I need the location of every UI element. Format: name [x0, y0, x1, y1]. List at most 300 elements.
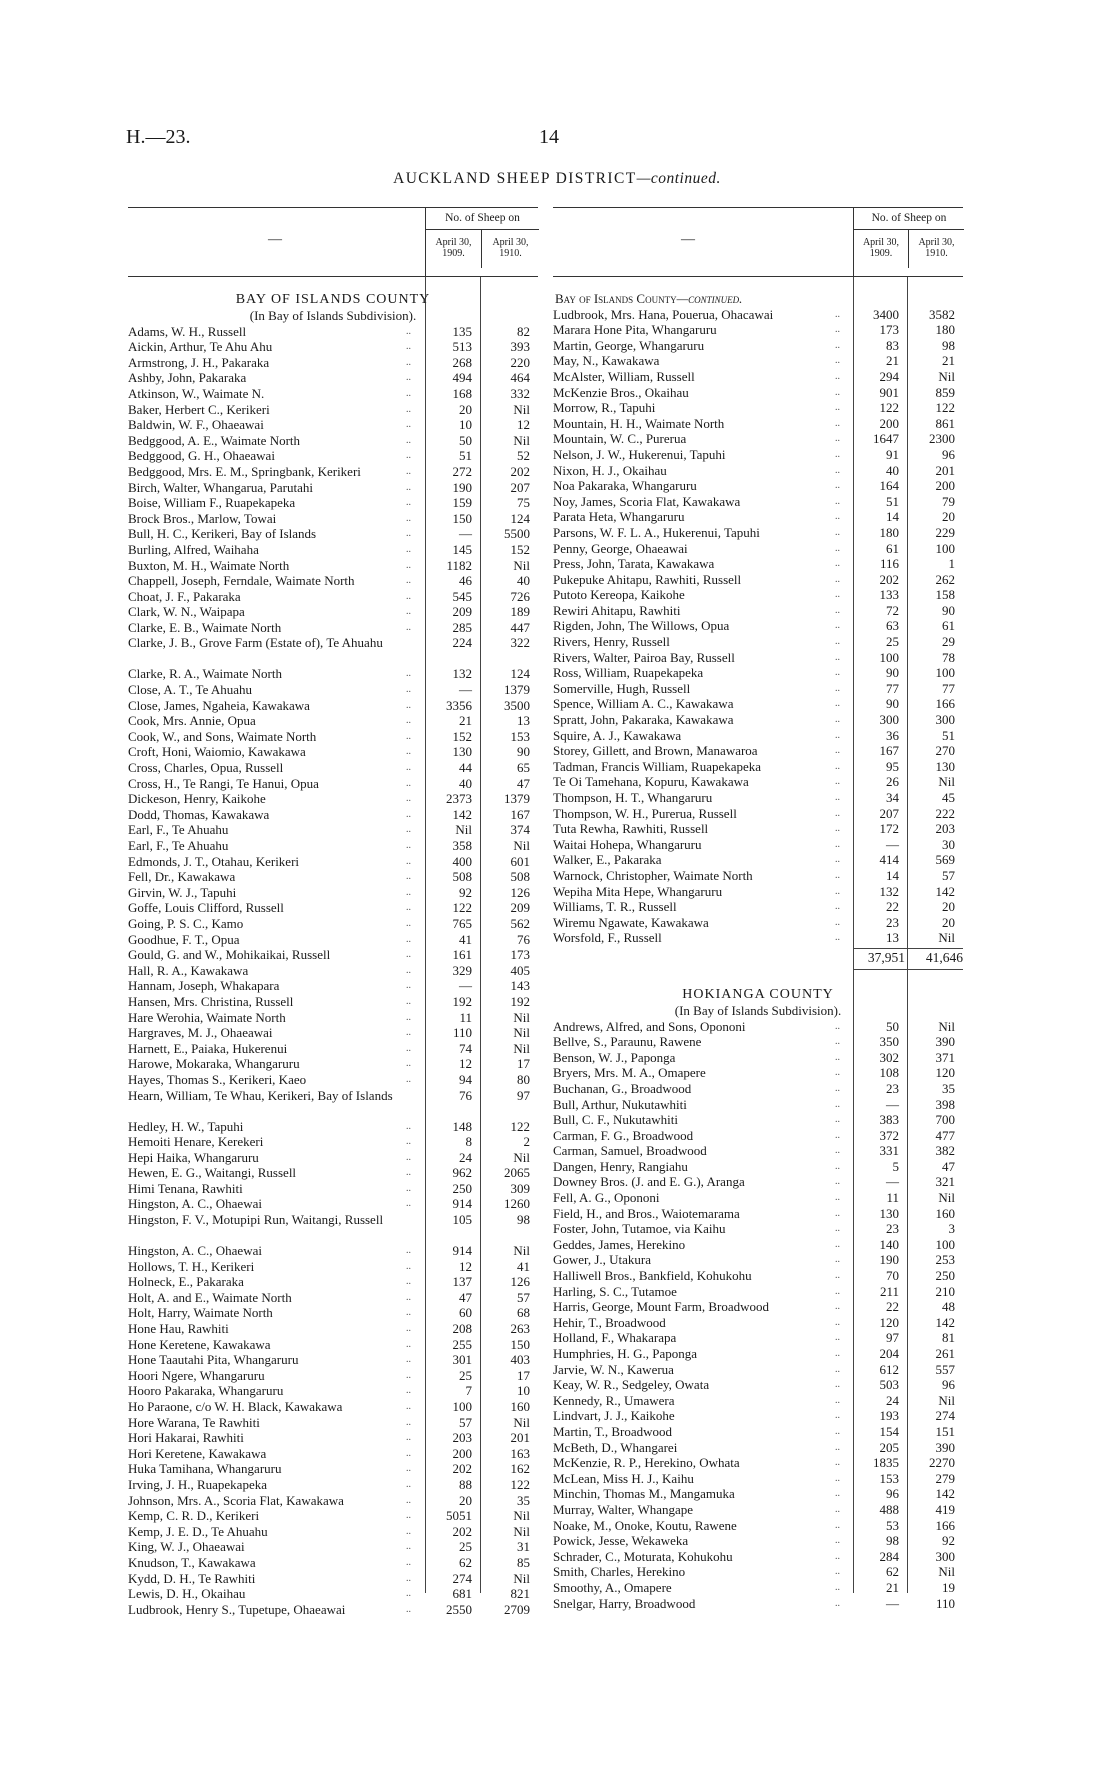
owner-name: Hori Keretene, Kawakawa	[128, 1445, 267, 1461]
sheep-1909: 44	[459, 760, 472, 776]
owner-name: Halliwell Bros., Bankfield, Kohukohu	[553, 1268, 752, 1284]
owner-name: Dickeson, Henry, Kaikohe	[128, 791, 266, 807]
owner-name: Williams, T. R., Russell	[553, 899, 677, 915]
table-row	[128, 511, 538, 527]
sheep-1909: 1647	[873, 431, 899, 447]
sheep-1909: 25	[459, 1539, 472, 1555]
owner-name: Hannam, Joseph, Whakapara	[128, 978, 280, 994]
sheep-1910: 158	[935, 587, 955, 603]
owner-name: Bull, Arthur, Nukutawhiti	[553, 1096, 687, 1112]
sheep-1910: Nil	[513, 432, 530, 448]
table-row	[128, 822, 538, 838]
sheep-1910: Nil	[513, 401, 530, 417]
owner-name: Hepi Haika, Whangaruru	[128, 1149, 259, 1165]
table-row	[128, 1602, 538, 1618]
leader-dots: ..	[406, 1058, 411, 1070]
leader-dots: ..	[406, 762, 411, 774]
sheep-1909: 914	[452, 1243, 472, 1259]
owner-name: Hemoiti Henare, Kerekeri	[128, 1134, 264, 1150]
owner-name: Cross, Charles, Opua, Russell	[128, 760, 284, 776]
sheep-1909: 20	[459, 1492, 472, 1508]
table-row	[553, 852, 963, 868]
sheep-1909: 96	[886, 1486, 899, 1502]
sheep-1910: 1260	[504, 1196, 530, 1212]
owner-name: Hore Warana, Te Rawhiti	[128, 1414, 260, 1430]
sheep-1909: 400	[452, 853, 472, 869]
leader-dots: ..	[406, 1401, 411, 1412]
sheep-1910: 100	[935, 1236, 955, 1252]
owner-name: Cook, W., and Sons, Waimate North	[128, 728, 317, 744]
sheep-1910: 52	[517, 448, 530, 464]
sheep-1909: 77	[886, 680, 899, 696]
sheep-1909: 193	[879, 1408, 899, 1424]
leader-dots: ..	[406, 824, 411, 836]
owner-name: Ashby, John, Pakaraka	[128, 370, 247, 386]
table-row	[128, 495, 538, 511]
owner-name: Holt, Harry, Waimate North	[128, 1305, 273, 1321]
leader-dots: ..	[406, 590, 411, 602]
table-row	[128, 900, 538, 916]
sheep-1910: 821	[510, 1586, 530, 1602]
table-row	[553, 868, 963, 884]
leader-dots: ..	[835, 838, 840, 850]
sheep-1910: Nil	[513, 838, 530, 853]
owner-name: Somerville, Hugh, Russell	[553, 680, 691, 696]
leader-dots: ..	[406, 933, 411, 945]
leader-dots: ..	[406, 1136, 411, 1148]
table-row	[128, 1243, 538, 1259]
leader-dots: ..	[406, 356, 411, 368]
table-row	[128, 1399, 538, 1415]
column-1909: April 30, 1909.	[862, 237, 900, 259]
sheep-1909: 142	[452, 806, 472, 822]
right-rows	[553, 277, 963, 1611]
leader-dots: ..	[406, 1525, 411, 1537]
owner-name: Hoori Ngere, Whangaruru	[128, 1367, 265, 1383]
table-row	[553, 728, 963, 744]
leader-dots: ..	[835, 526, 840, 538]
table-row	[553, 665, 963, 681]
owner-name: Clarke, E. B., Waimate North	[128, 619, 282, 635]
sheep-1909: 255	[452, 1336, 472, 1352]
owner-name: Minchin, Thomas M., Mangamuka	[553, 1486, 735, 1502]
table-row	[128, 916, 538, 932]
leader-dots: ..	[406, 1463, 411, 1475]
sheep-1909: 63	[886, 618, 899, 634]
leader-dots: ..	[406, 1369, 411, 1381]
sheep-1910: 98	[517, 1212, 530, 1228]
owner-name: Parata Heta, Whangaruru	[553, 509, 685, 525]
owner-name: Hingston, A. C., Ohaewai	[128, 1196, 262, 1212]
owner-name: Carman, F. G., Broadwood	[553, 1127, 694, 1143]
sheep-1910: 726	[510, 588, 530, 604]
table-row	[128, 1555, 538, 1571]
sheep-1909: —	[886, 1595, 899, 1611]
owner-name: Buxton, M. H., Waimate North	[128, 557, 290, 573]
leader-dots: ..	[406, 621, 411, 633]
table-row	[128, 620, 538, 636]
table-row	[128, 386, 538, 402]
table-row	[128, 744, 538, 760]
table-row	[553, 1346, 963, 1362]
owner-name: Clarke, R. A., Waimate North	[128, 666, 282, 682]
table-row	[553, 463, 963, 479]
sheep-1909: 272	[452, 463, 472, 479]
right-table	[553, 207, 963, 1611]
leader-dots: ..	[406, 419, 411, 431]
owner-name: Bull, C. F., Nukutawhiti	[553, 1112, 678, 1128]
sheep-1909: 5051	[446, 1508, 472, 1524]
table-row	[128, 1119, 538, 1135]
sheep-1910: 51	[942, 727, 955, 743]
owner-name: Clark, W. N., Waipapa	[128, 604, 245, 620]
table-row	[553, 1237, 963, 1253]
leader-dots: ..	[406, 450, 411, 462]
leader-dots: ..	[406, 1307, 411, 1319]
leader-dots: ..	[835, 620, 840, 632]
owner-name: Nixon, H. J., Okaihau	[553, 462, 667, 478]
table-row	[128, 402, 538, 418]
left-table-header	[128, 207, 538, 277]
sheep-1910: 262	[935, 571, 955, 587]
table-row	[553, 1564, 963, 1580]
table-row	[553, 806, 963, 822]
sheep-1910: 601	[510, 853, 530, 869]
sheep-1910: 151	[935, 1423, 955, 1439]
table-row	[553, 1174, 963, 1190]
sheep-1910: 124	[510, 666, 530, 682]
sheep-1909: 203	[452, 1430, 472, 1446]
table-row	[553, 1455, 963, 1471]
sheep-1910: 569	[935, 852, 955, 868]
table-row	[128, 542, 538, 558]
sheep-1909: 22	[886, 1299, 899, 1315]
sheep-1909: 383	[879, 1112, 899, 1128]
leader-dots: ..	[406, 1182, 411, 1194]
leader-dots: ..	[406, 871, 411, 883]
sheep-1910: 300	[935, 712, 955, 728]
owner-name: Geddes, James, Herekino	[553, 1236, 686, 1252]
sheep-1910: 100	[935, 540, 955, 556]
sheep-1910: 477	[935, 1127, 955, 1143]
sheep-1909: 108	[879, 1065, 899, 1081]
sheep-1910: 173	[510, 947, 530, 963]
sheep-1909: 57	[459, 1414, 472, 1430]
sheep-1910: 180	[935, 322, 955, 338]
sheep-1910: 100	[935, 665, 955, 681]
leader-dots: ..	[406, 559, 411, 571]
owner-name: Ludbrook, Henry S., Tupetupe, Ohaeawai	[128, 1601, 346, 1617]
sheep-1910: 322	[510, 635, 530, 651]
owner-name: Earl, F., Te Ahuahu	[128, 822, 229, 838]
owner-name: Squire, A. J., Kawakawa	[553, 727, 682, 743]
sheep-1910: 222	[935, 805, 955, 821]
sheep-1910: Nil	[513, 1570, 530, 1586]
table-row	[128, 1321, 538, 1337]
leader-dots: ..	[406, 995, 411, 1007]
sheep-1910: 1	[948, 556, 955, 572]
sheep-1910: 332	[510, 385, 530, 401]
leader-dots: ..	[835, 589, 840, 601]
sheep-1909: 200	[452, 1445, 472, 1461]
table-row	[553, 525, 963, 541]
leader-dots: ..	[406, 730, 411, 742]
sheep-1910: 61	[942, 618, 955, 634]
sheep-1909: 41	[459, 931, 472, 947]
sheep-1909: 50	[459, 432, 472, 448]
leader-dots: ..	[835, 916, 840, 928]
owner-name: Thompson, W. H., Purerua, Russell	[553, 805, 737, 821]
owner-name: Rigden, John, The Willows, Opua	[553, 618, 730, 634]
leader-dots: ..	[835, 1332, 840, 1344]
owner-name: Carman, Samuel, Broadwood	[553, 1143, 707, 1159]
sheep-1910: Nil	[938, 930, 955, 946]
sheep-1910: 76	[517, 931, 530, 947]
sheep-1910: 77	[942, 680, 955, 696]
table-row	[128, 760, 538, 776]
leader-dots: ..	[406, 1151, 411, 1163]
sheep-1909: 414	[879, 852, 899, 868]
section-heading: BAY OF ISLANDS COUNTY	[235, 292, 431, 307]
owner-name: Close, James, Ngaheia, Kawakawa	[128, 697, 310, 713]
owner-name: Atkinson, W., Waimate N.	[128, 385, 265, 401]
sheep-1909: 110	[452, 1025, 472, 1041]
sheep-1910: 160	[935, 1205, 955, 1221]
leader-dots: ..	[835, 1503, 840, 1515]
total-row	[553, 946, 963, 970]
sheep-1910: Nil	[513, 1025, 530, 1041]
table-row	[553, 1159, 963, 1175]
sheep-1910: 261	[935, 1346, 955, 1361]
sheep-1910: 166	[935, 696, 955, 712]
owner-name: Martin, T., Broadwood	[553, 1423, 673, 1439]
header-dash: —	[681, 232, 695, 247]
owner-name: Penny, George, Ohaeawai	[553, 540, 688, 556]
sheep-1910: 309	[510, 1180, 530, 1196]
sheep-1910: 160	[510, 1399, 530, 1414]
leader-dots: ..	[406, 949, 411, 961]
sheep-1910: Nil	[513, 1414, 530, 1430]
sheep-1910: 75	[517, 495, 530, 511]
owner-name: Girvin, W. J., Tapuhi	[128, 884, 237, 900]
leader-dots: ..	[406, 808, 411, 820]
sheep-1909: 358	[452, 838, 472, 853]
table-row	[553, 821, 963, 837]
sheep-1910: 122	[510, 1476, 530, 1492]
sheep-1910: 35	[942, 1080, 955, 1096]
sheep-1910: 68	[517, 1305, 530, 1321]
owner-name: Schrader, C., Moturata, Kohukohu	[553, 1548, 733, 1564]
sheep-1910: 17	[517, 1367, 530, 1383]
sheep-1909: 494	[452, 370, 472, 386]
owner-name: Lindvart, J. J., Kaikohe	[553, 1408, 675, 1424]
leader-dots: ..	[835, 1566, 840, 1578]
sheep-1909: —	[459, 526, 472, 542]
sheep-1910: 152	[510, 541, 530, 557]
sheep-1910: 390	[935, 1034, 955, 1050]
leader-dots: ..	[406, 1385, 411, 1397]
sheep-1910: 200	[935, 478, 955, 494]
owner-name: Spence, William A. C., Kawakawa	[553, 696, 734, 712]
sheep-1910: 3500	[504, 697, 530, 713]
owner-name: Goodhue, F. T., Opua	[128, 931, 240, 947]
leader-dots: ..	[406, 403, 411, 415]
table-row	[128, 1025, 538, 1041]
owner-name: Smoothy, A., Omapere	[553, 1579, 672, 1595]
leader-dots: ..	[406, 886, 411, 898]
sheep-1909: 24	[886, 1392, 899, 1408]
leader-dots: ..	[835, 776, 840, 788]
column-1909: April 30, 1909.	[435, 237, 472, 259]
owner-name: Waitai Hohepa, Whangaruru	[553, 836, 702, 852]
owner-name: Keay, W. R., Sedgeley, Owata	[553, 1377, 710, 1393]
sheep-1910: 382	[935, 1143, 955, 1159]
table-row	[128, 869, 538, 885]
leader-dots: ..	[835, 308, 840, 320]
owner-name: King, W. J., Ohaeawai	[128, 1539, 245, 1555]
table-row	[553, 899, 963, 915]
table-row	[553, 1408, 963, 1424]
table-row	[128, 635, 538, 666]
sheep-1909: 284	[879, 1548, 899, 1564]
table-row	[553, 447, 963, 463]
owner-name: Cook, Mrs. Annie, Opua	[128, 713, 256, 729]
leader-dots: ..	[406, 1338, 411, 1350]
sheep-1909: 268	[452, 354, 472, 370]
table-row	[553, 1050, 963, 1066]
sheep-1909: 72	[886, 602, 899, 618]
table-row	[553, 1268, 963, 1284]
sheep-1910: 92	[942, 1533, 955, 1549]
owner-name: Mountain, W. C., Purerua	[553, 431, 687, 447]
owner-name: Field, H., and Bros., Waiotemarama	[553, 1205, 740, 1221]
sheep-1910: 250	[935, 1268, 955, 1284]
leader-dots: ..	[835, 1316, 840, 1328]
sheep-1910: 122	[935, 400, 955, 416]
owner-name: Powick, Jesse, Wekaweka	[553, 1533, 689, 1549]
sheep-1909: 135	[452, 323, 472, 339]
leader-dots: ..	[406, 980, 411, 992]
sheep-1910: 859	[935, 384, 955, 400]
sheep-1909: 14	[886, 867, 899, 883]
owner-name: Bedggood, A. E., Waimate North	[128, 432, 301, 448]
sheep-1909: —	[886, 1174, 899, 1190]
owner-name: Lewis, D. H., Okaihau	[128, 1586, 246, 1602]
leader-dots: ..	[835, 1160, 840, 1172]
leader-dots: ..	[406, 1478, 411, 1490]
leader-dots: ..	[406, 1603, 411, 1615]
sheep-1909: 148	[452, 1118, 472, 1134]
owner-name: Going, P. S. C., Kamo	[128, 915, 244, 931]
leader-dots: ..	[835, 464, 840, 476]
owner-name: Ross, William, Ruapekapeka	[553, 665, 704, 681]
sheep-1910: 29	[942, 634, 955, 650]
sheep-1910: Nil	[938, 368, 955, 384]
sheep-1909: 204	[879, 1346, 899, 1361]
table-row	[553, 369, 963, 385]
leader-dots: ..	[835, 698, 840, 710]
owner-name: McBeth, D., Whangarei	[553, 1439, 678, 1455]
sheep-1910: 45	[942, 790, 955, 805]
sheep-1910: Nil	[513, 1009, 530, 1025]
owner-name: Hedley, H. W., Tapuhi	[128, 1118, 244, 1134]
owner-name: Holland, F., Whakarapa	[553, 1330, 677, 1346]
owner-name: May, N., Kawakawa	[553, 353, 660, 369]
sheep-1909: 145	[452, 541, 472, 557]
leader-dots: ..	[406, 481, 411, 493]
table-row	[128, 573, 538, 589]
owner-name: Bellve, S., Paraunu, Rawene	[553, 1034, 702, 1050]
sheep-1910: 220	[510, 354, 530, 370]
leader-dots: ..	[406, 1447, 411, 1459]
leader-dots: ..	[406, 684, 411, 696]
table-row	[553, 353, 963, 369]
sheep-1910: 321	[935, 1174, 955, 1190]
table-row	[553, 712, 963, 728]
sheep-1910: 96	[942, 446, 955, 462]
owner-name: Murray, Walter, Whangape	[553, 1501, 694, 1517]
sheep-1910: 464	[510, 370, 530, 386]
sheep-1910: 508	[510, 869, 530, 885]
table-row	[128, 978, 538, 994]
sheep-1910: 2065	[504, 1165, 530, 1181]
sheep-1909: 40	[459, 775, 472, 791]
table-row	[553, 1034, 963, 1050]
owner-name: Pukepuke Ahitapu, Rawhiti, Russell	[553, 571, 742, 587]
leader-dots: ..	[406, 1354, 411, 1366]
leader-dots: ..	[835, 1519, 840, 1531]
leader-dots: ..	[835, 1176, 840, 1188]
leader-dots: ..	[835, 1348, 840, 1359]
table-row	[553, 774, 963, 790]
left-table	[128, 207, 538, 1617]
sheep-1909: 168	[452, 385, 472, 401]
owner-name: Hare Werohia, Waimate North	[128, 1009, 286, 1025]
sheep-1909: —	[886, 836, 899, 852]
sheep-1910: 279	[935, 1470, 955, 1486]
sheep-1910: 166	[935, 1517, 955, 1533]
column-group	[425, 208, 539, 276]
sheep-1909: 172	[879, 821, 899, 837]
leader-dots: ..	[406, 1073, 411, 1085]
table-row	[128, 1477, 538, 1493]
sheep-1909: 153	[879, 1470, 899, 1486]
leader-dots: ..	[835, 745, 840, 757]
sheep-1910: 419	[935, 1501, 955, 1517]
sheep-1909: 132	[452, 666, 472, 682]
owner-name: Holneck, E., Pakaraka	[128, 1274, 244, 1290]
table-row	[553, 1377, 963, 1393]
sheep-1910: 41	[517, 1258, 530, 1274]
sheep-1910: Nil	[938, 1190, 955, 1206]
owner-name: Harris, George, Mount Farm, Broadwood	[553, 1299, 770, 1315]
sheep-1909: 301	[452, 1352, 472, 1368]
sheep-1910: 110	[935, 1595, 955, 1611]
leader-dots: ..	[406, 387, 411, 399]
table-row	[553, 1549, 963, 1565]
owner-name: Putoto Kereopa, Kaikohe	[553, 587, 685, 603]
leader-dots: ..	[835, 370, 840, 382]
owner-name: Hansen, Mrs. Christina, Russell	[128, 993, 294, 1009]
sheep-1909: 23	[886, 1221, 899, 1237]
leader-dots: ..	[835, 1535, 840, 1547]
leader-dots: ..	[835, 636, 840, 648]
leader-dots: ..	[835, 932, 840, 944]
sheep-1910: 274	[935, 1408, 955, 1424]
sheep-1910: 207	[510, 479, 530, 495]
table-row	[553, 307, 963, 323]
table-row	[553, 1330, 963, 1346]
